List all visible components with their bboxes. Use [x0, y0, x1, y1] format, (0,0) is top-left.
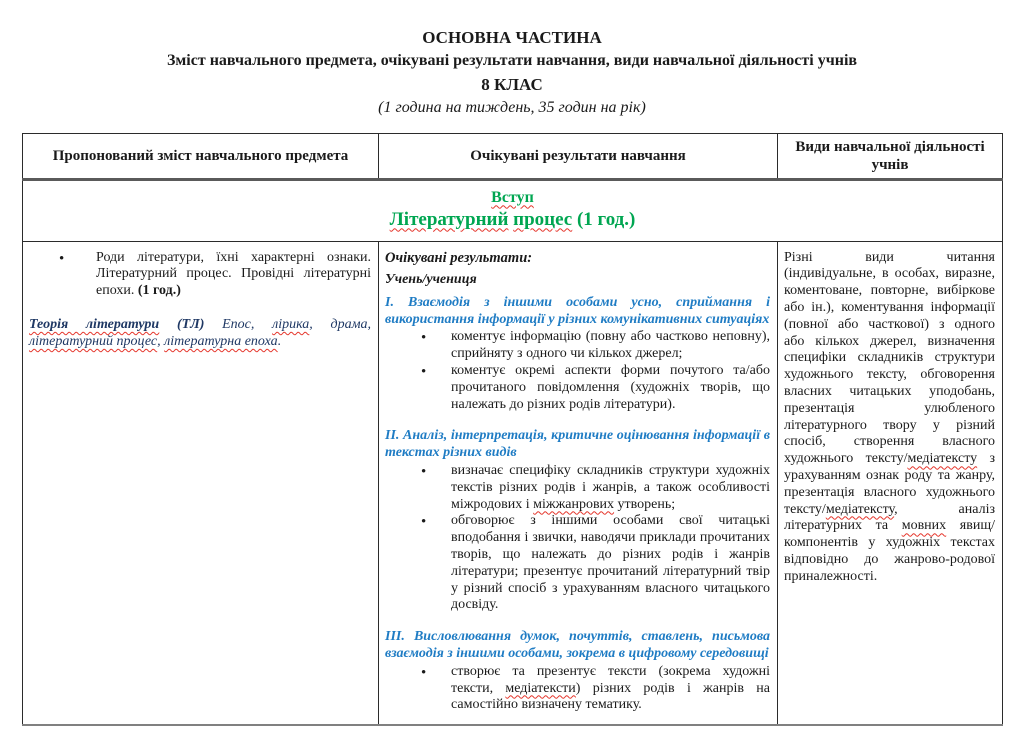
- curriculum-table: [22, 133, 1003, 727]
- results-heading: Очікувані результати:: [385, 249, 533, 266]
- grade-heading: 8 КЛАС: [481, 74, 543, 94]
- results-section-2-title: ІІ. Аналіз, інтерпретація, критичне оцінювання інформації в текстах різних видів: [385, 428, 770, 461]
- list-item: • коментує інформацію (повну або частково неповну), сприйняту з одного чи кількох джерел;: [385, 329, 770, 363]
- column-header-content: Пропонований зміст навчального предмета: [23, 133, 379, 179]
- content-cell: [23, 241, 379, 725]
- list-item: • створює та презентує тексти (зокрема художні тексти, медіатексти) різних родів і жанрів на самостійно визначену тематику.: [385, 664, 770, 714]
- section-title-cell: [23, 179, 1003, 241]
- section-title-row: [23, 179, 1003, 241]
- document-header: [0, 26, 1024, 120]
- list-item: • обговорює з іншими особами свої читацькі вподобання і звички, наводячи приклади прочитаних творів, що належать до різних родів і жанрів літератури; презентує прочитаний літературний твір у різний спосіб з урахуванням власного читацького досвіду.: [385, 513, 770, 614]
- table-header-row: [23, 133, 1003, 179]
- results-section-1-list: [385, 329, 770, 413]
- activities-cell: [778, 241, 1003, 725]
- section-title-line2: Літературний процес (1 год.): [389, 208, 636, 230]
- theory-paragraph: Теорія літератури (ТЛ) Епос, лірика, драма, літературний процес, літературна епоха.: [29, 317, 372, 349]
- page-title: ОСНОВНА ЧАСТИНА: [422, 28, 602, 47]
- table-row: [23, 241, 1003, 725]
- content-bullet-item: • Роди літератури, їхні характерні ознаки. Літературний процес. Провідні літературні епохи. (1 год.): [29, 250, 371, 300]
- activities-paragraph: Різні види читання (індивідуальне, в особах, виразне, коментоване, повторне, вибіркове або ін.), коментування інформації (повної або часткової) з одного або кількох джерел, визначення специфіки складників структури художнього тексту, обговорення власних читацьких уподобань, презентація улюбленого літературного твору у різний спосіб, створення власного художнього тексту/медіатексту з урахуванням ознак роду та жанру, презентація власного художнього тексту/медіатексту, аналіз літературних та мовних явищ/компонентів у художніх текстах відповідно до жанрово-родової приналежності.: [784, 249, 995, 584]
- results-section-3: [385, 629, 770, 714]
- list-item: • коментує окремі аспекти форми почутого та/або прочитаного повідомлення (художніх творів, що належать до різних родів літератури).: [385, 363, 770, 413]
- results-section-2-list: [385, 463, 770, 614]
- page-subtitle: Зміст навчального предмета, очікувані результати навчання, види навчальної діяльності учнів: [166, 52, 858, 70]
- hours-note: (1 година на тиждень, 35 годин на рік): [378, 98, 646, 116]
- results-student-label: Учень/учениця: [385, 272, 477, 288]
- content-bullet-list: [29, 250, 371, 300]
- column-header-activities: Види навчальної діяльності учнів: [778, 133, 1003, 179]
- results-cell: [379, 241, 778, 725]
- column-header-results: Очікувані результати навчання: [379, 133, 778, 179]
- results-section-1-title: І. Взаємодія з іншими особами усно, сприймання і використання інформації у різних комунікативних ситуаціях: [385, 294, 770, 327]
- results-section-2: [385, 428, 770, 614]
- section-title-line1: Вступ: [491, 188, 534, 206]
- document-page: [0, 26, 1024, 726]
- results-section-3-list: [385, 664, 770, 714]
- results-section-1: [385, 295, 770, 414]
- list-item: • визначає специфіку складників структури художніх текстів різних родів і жанрів, а також особливості міжродових і міжжанрових утворень;: [385, 463, 770, 513]
- results-section-3-title: ІІІ. Висловлювання думок, почуттів, ставлень, письмова взаємодія з іншими особами, зокрема в цифровому середовищі: [385, 629, 770, 662]
